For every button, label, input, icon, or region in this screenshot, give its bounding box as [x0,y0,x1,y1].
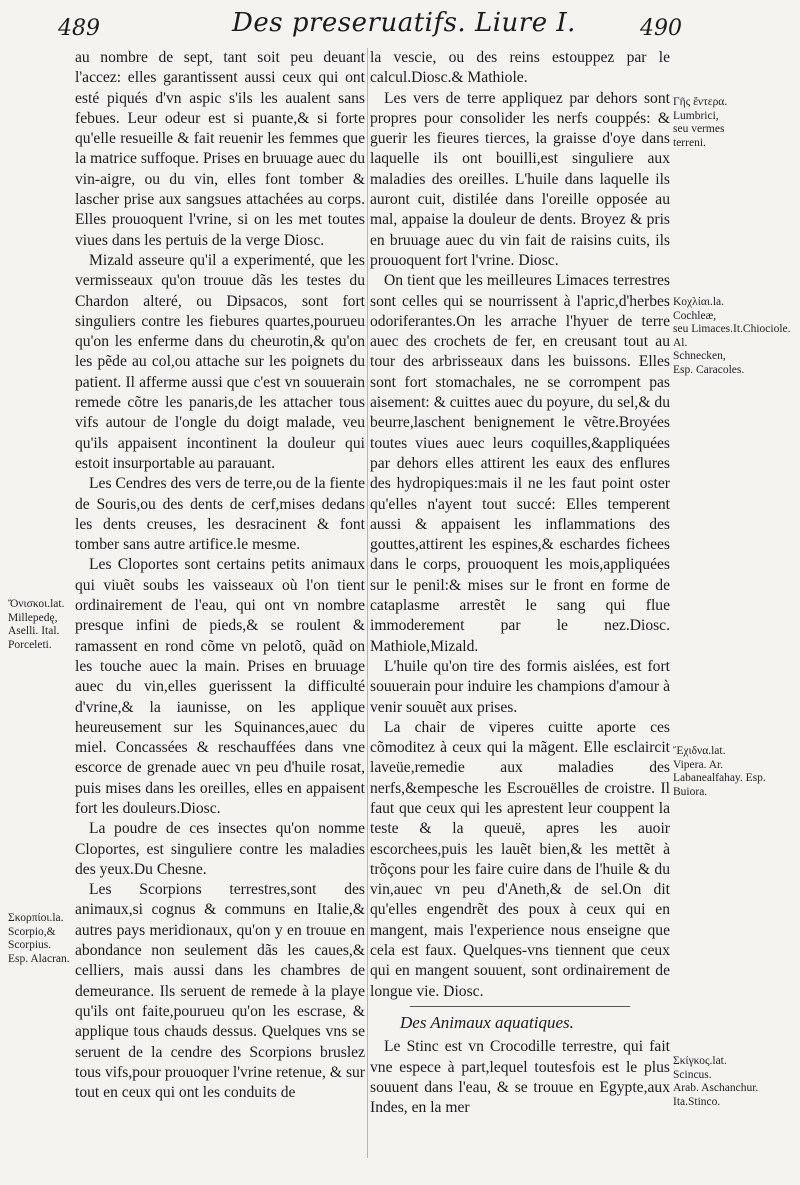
paragraph: La chair de viperes cuitte aporte ces cõmoditez à ceux qui la mãgent. Elle esclaircit laveüe,remedie aux maladies des nerfs,&empesche les Escrouëlles de croistre. Il faut que ceux qui les aprestent leur couppent la teste & la queuë, apres les auoir escorchees,puis les lauẽt bien,& les mettẽt à trõçons pour les faire cuire dans de l'huile & du vin,auec vn peu d'Aneth,& de sel.On dit qu'elles engendrẽt des poux à ceux qui en mangent, mais l'experience nous enseigne que cela est faux. Quelques-vns tiennent que ceux qui en mangent souuent, sont ordinairement de longue vie. Diosc. [370,718,670,1000]
paragraph: la vescie, ou des reins estouppez par le calcul.Diosc.& Mathiole. [370,49,670,87]
left-text-column [75,48,365,1103]
right-page-number: 490 [640,16,682,41]
paragraph: Les Scorpions terrestres,sont des animaux,si cognus & communs en Italie,& autres pays meridionaux, qu'on y en trouue en abondance non seulement dãs les caues,& celliers, mais aussi dans les chambres de demeurance. Ils seruent de remede à la playe qu'ils ont faite,pourueu qu'on les escrase, & applique tous chauds dessus. Quelques vns se seruent de la cendre des Scorpions bruslez tous vifs,pour prouoquer l'vrine retenue, & sur tout en ceux qui ont les conduits de [75,881,365,1102]
margin-note: Κοχλίαι.la. Cochleæ, seu Limaces.It.Chiociole. Al. Schnecken, Esp. Caracoles. [673,296,791,376]
margin-note: Γῆς ἔντερα. Lumbrici, seu vermes terreni. [673,96,728,149]
paragraph: La poudre de ces insectes qu'on nomme Cloportes, est singuliere contre les maladies des yeux.Du Chesne. [75,820,365,878]
margin-note: Ὄνισκοι.lat. Millepedę, Aselli. Ital. Porceleti. [8,598,65,651]
section-heading: Des Animaux aquatiques. [400,1012,574,1032]
paragraph: au nombre de sept, tant soit peu deuant l'accez: elles garantissent aussi ceux qui ont esté piqués d'vn aspic s'ils les aualent sans febues. Leur odeur est si puante,& si forte qu'elle resueille & fait reuenir les femmes que la matrice suffoque. Prises en bruuage auec du vin-aigre, ou du vin, elles font tomber & lascher prise aux sangsues attachées au corps. Elles prouoquent l'vrine, si on les met toutes viues dans les pertuis de la verge Diosc. [75,49,365,249]
column-divider [367,48,368,1158]
paragraph: On tient que les meilleures Limaces terrestres sont celles qui se nourrissent à l'apric,d'herbes odoriferantes.On les arrache l'hyuer de terre auec des crochets de fer, en creusant tout au tour des arbrisseaux dans les buissons. Elles sont fort stomachales, ne se corrompent pas aisement: & cuittes auec du poyure, du sel,& du beurre,laschent benignement le vẽtre.Broyées toutes viues auec leurs coquilles,&appliquées par dehors elles attirent les eaux des enflures des hydropiques:mais il ne les faut point oster qu'elles n'ayent tout succé: Elles temperent aussi & appaisent les inflammations des gouttes,attirent les espines,& eschardes fichees dans le corps, prouoquent les mois,appliquées sur le penil:& mises sur le front en forme de cataplasme arrestẽt le sang qui flue immoderement par le nez.Diosc. Mathiole,Mizald. [370,272,670,655]
left-page-number: 489 [58,16,100,41]
section-rule [410,1006,630,1007]
paragraph: Les Cendres des vers de terre,ou de la fiente de Souris,ou des dents de cerf,mises dedans les dents creuses, les desracinent & font tomber sans autre artifice.le mesme. [75,475,365,554]
margin-note: Σκίγκος.lat. Scincus. Arab. Aschanchur. Ita.Stinco. [673,1055,759,1108]
paragraph: Les Cloportes sont certains petits animaux qui viuẽt soubs les vaisseaux où l'on tient ordinairement de l'eau, qui ont vn nombre presque infini de pieds,& se roulent & ramassent en rond cõme vn pelotõ, quãd on les touche auec la main. Prises en bruuage auec du vin,elles guerissent la difficulté d'vrine,& la iaunisse, on les applique heureusement sur les Squinances,auec du miel. Concassées & reschauffées dans vne escorce de grenade auec vn peu d'huile rosat, puis mises dans les oreilles, elles en appaisent fort les douleurs.Diosc. [75,556,365,817]
paragraph: L'huile qu'on tire des formis aislées, est fort souuerain pour induire les champions d'amour à venir souuẽt aux prises. [370,657,670,716]
margin-note: Σκορπίοι.la. Scorpio,& Scorpius. Esp. Alacran. [8,912,70,965]
paragraph: Les vers de terre appliquez par dehors sont propres pour consolider les nerfs couppés: & guerir les fieures tierces, la graisse d'oye dans laquelle ils ont bouilli,est singuliere aux maladies des oreilles. L'huile dans laquelle ils auront cuit, distilée dans l'oreille opposée au mal, appaise la douleur de dents. Broyez & pris en bruuage auec du vin fait de raisins cuits, ils prouoquent fort l'vrine. Diosc. [370,89,670,269]
right-text-column [370,48,670,1118]
margin-note: Ἔχιδνα.lat. Vipera. Ar. Labanealfahay. Esp. Buiora. [673,745,766,798]
paragraph: Le Stinc est vn Crocodille terrestre, qui fait vne espece à part,lequel toutesfois est le plus souuent dans l'eau, & se trouue en Egypte,aux Indes, en la mer [370,1038,670,1117]
paragraph: Mizald asseure qu'il a experimenté, que les vermisseaux qu'on trouue dãs les testes du Chardon alteré, ou Dipsacos, sont fort singuliers contre les fiebures quartes,pourueu qu'on les enferme dans du cheurotin,& qu'on les pẽde au col,ou attache sur les poignets du patient. Il afferme aussi que c'est vn souuerain remede cõtre les panaris,de les attacher tous vifs autour de l'ongle du doigt malade, veu qu'ils appaisent incontinent la douleur qui estoit insurportable au parauant. [75,251,365,472]
running-title: Des preseruatifs. Liure I. [232,8,576,38]
